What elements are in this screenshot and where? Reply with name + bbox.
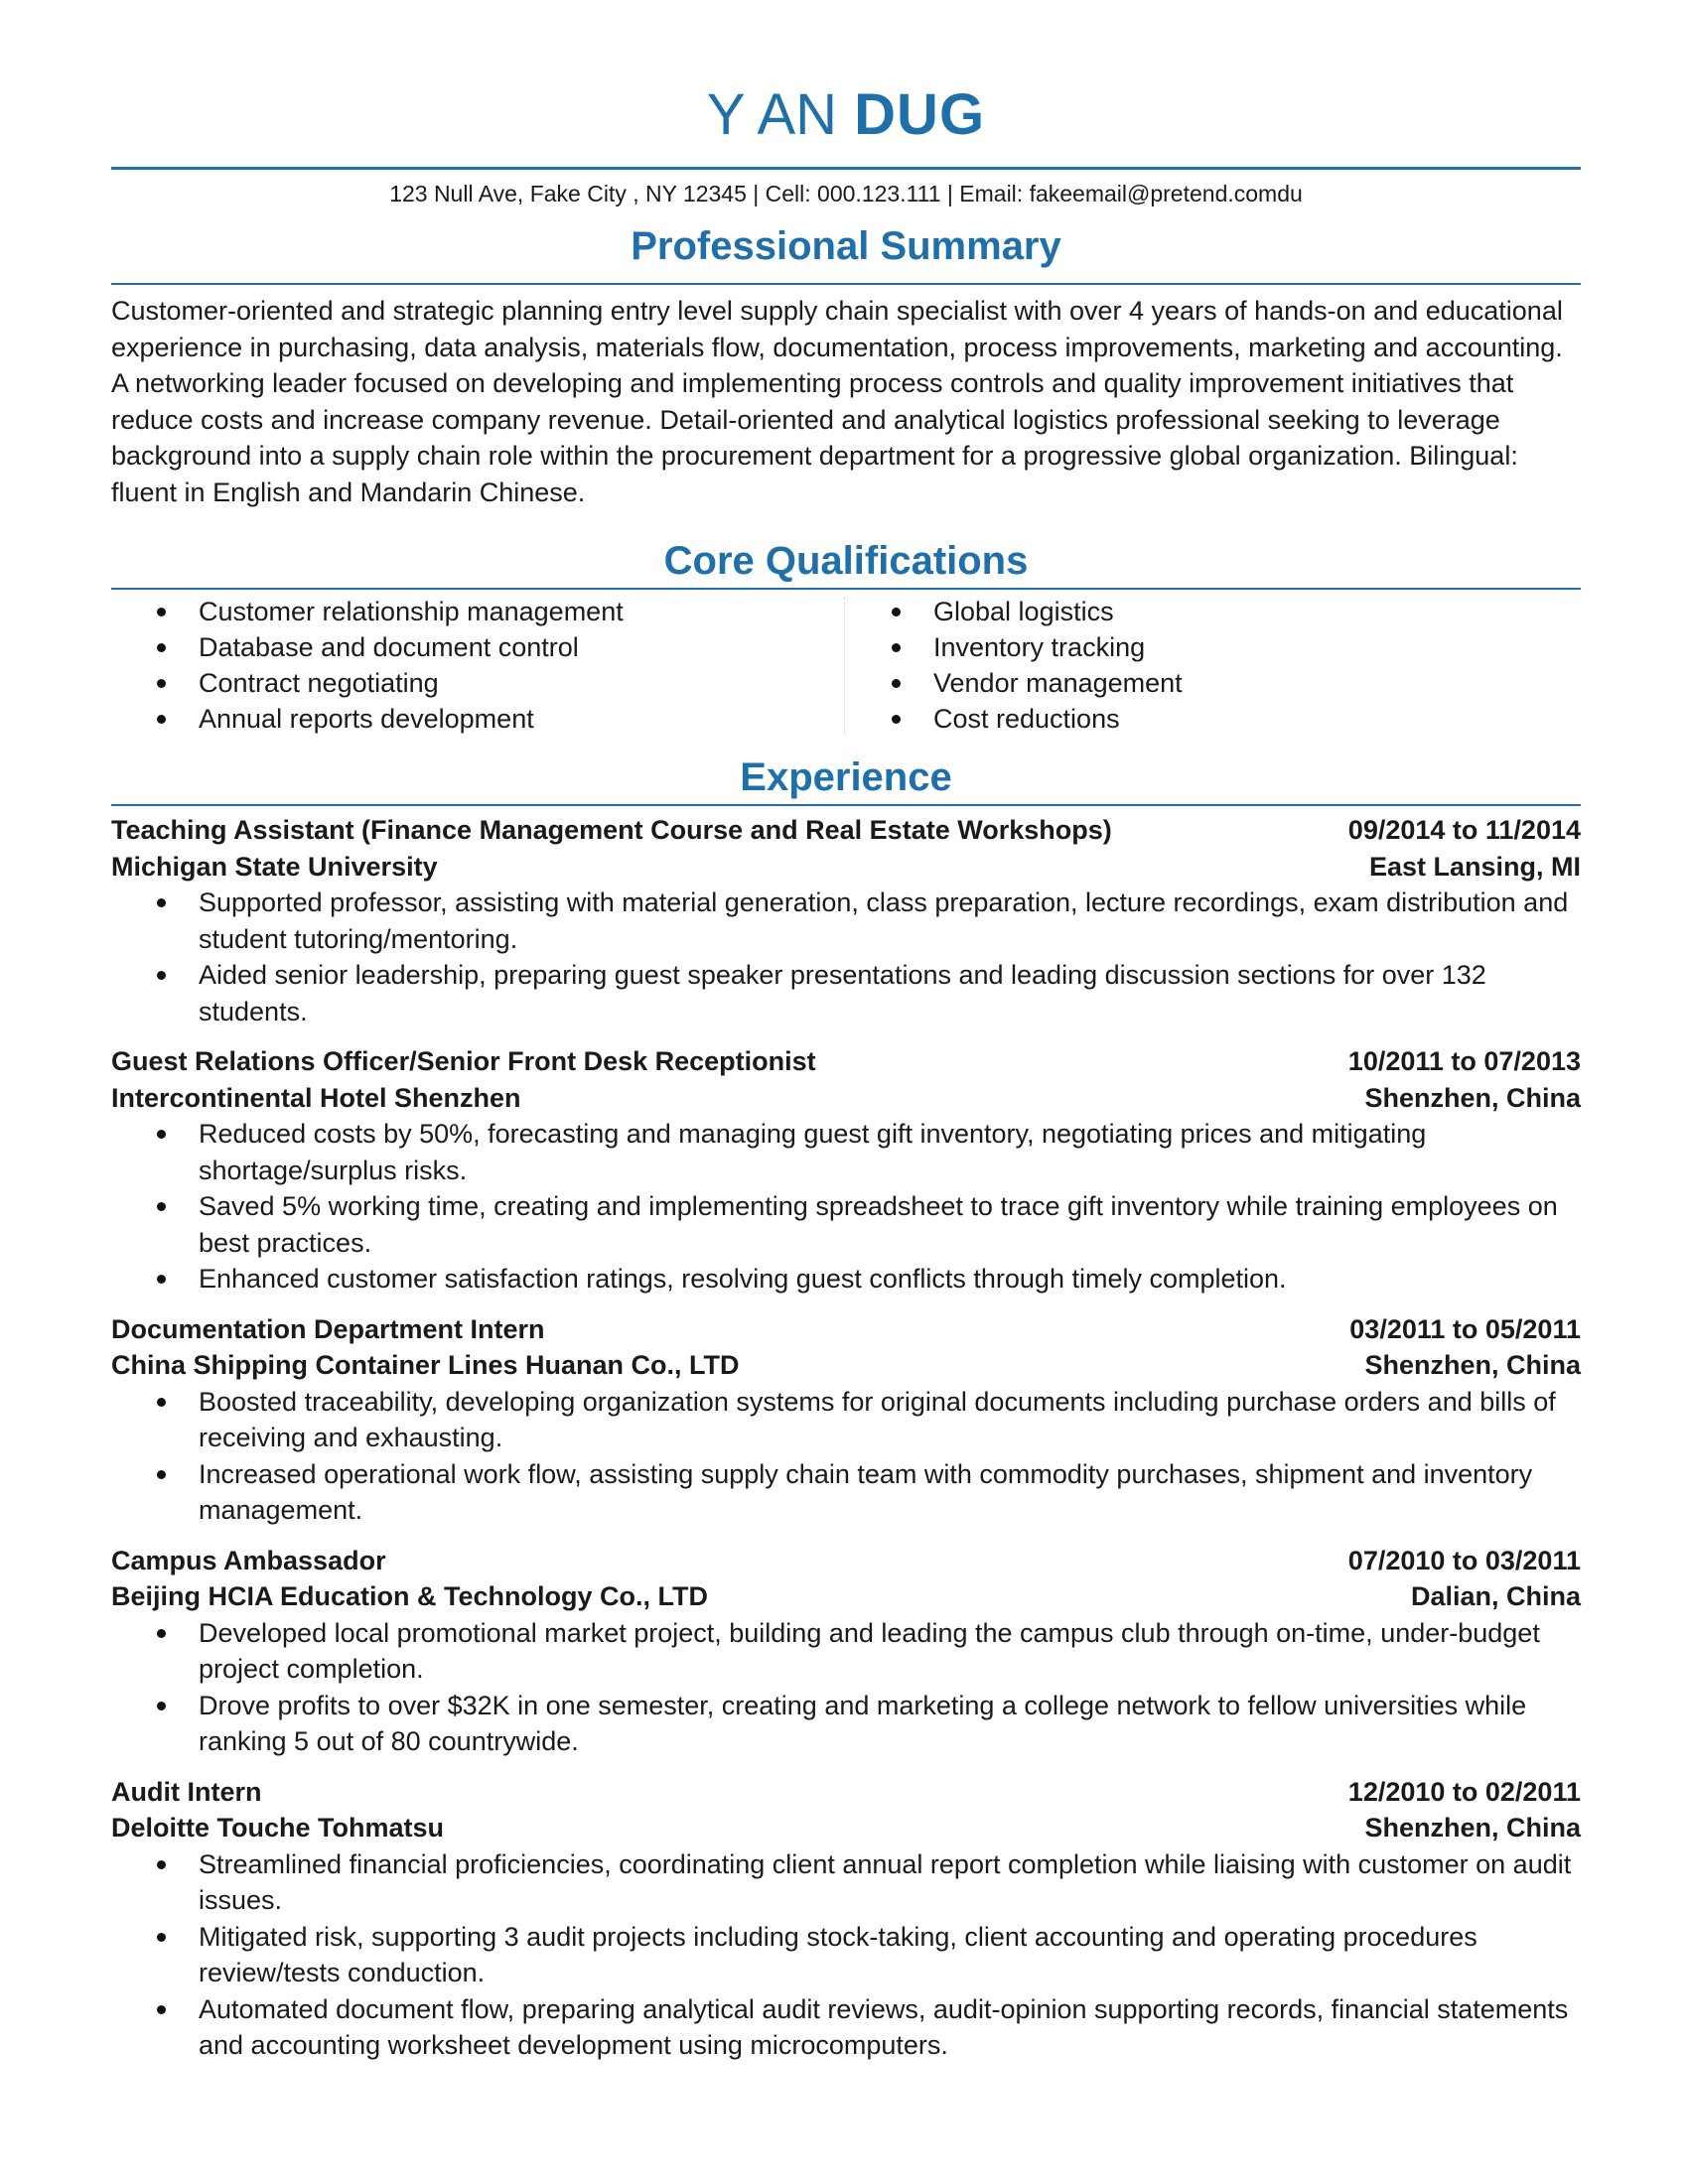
job-company-row <box>111 1080 1581 1117</box>
summary-text: Customer-oriented and strategic planning entry level supply chain specialist with over 4 years of hands-on and educational experience in purchasing, data analysis, materials flow, documentation, process improvements, marketing and accounting. A networking leader focused on developing and implementing process controls and quality improvement initiatives that reduce costs and increase company revenue. Detail-oriented and analytical logistics professional seeking to leverage background into a supply chain role within the procurement department for a progressive global organization. Bilingual: fluent in English and Mandarin Chinese. <box>111 296 1563 507</box>
list-item: Drove profits to over $32K in one semester, creating and marketing a college network to fellow universities while ranking 5 out of 80 countrywide. <box>111 1688 1581 1760</box>
job-location: Shenzhen, China <box>1364 1350 1581 1380</box>
list-item: Automated document flow, preparing analytical audit reviews, audit-opinion supporting records, financial statements and accounting worksheet development using microcomputers. <box>111 1991 1581 2064</box>
qualifications-list <box>111 594 1581 743</box>
job-bullets <box>111 1846 1581 2064</box>
job-location: Shenzhen, China <box>1364 1082 1581 1113</box>
job-company: Deloitte Touche Tohmatsu <box>111 1813 445 1843</box>
job-title: Teaching Assistant (Finance Management Course and Real Estate Workshops) <box>111 815 1112 845</box>
job-title-row <box>111 1774 1581 1811</box>
last-name: DUG <box>854 82 986 147</box>
job-dates: 09/2014 to 11/2014 <box>1347 815 1581 845</box>
job-bullets <box>111 885 1581 1029</box>
summary-heading: Professional Summary <box>631 224 1061 268</box>
job-location: Shenzhen, China <box>1364 1813 1581 1843</box>
experience-divider <box>111 804 1581 806</box>
job-company-row <box>111 1810 1581 1846</box>
job-dates: 07/2010 to 03/2011 <box>1347 1545 1581 1575</box>
job-title-row <box>111 1311 1581 1348</box>
job-title-row <box>111 1043 1581 1080</box>
summary-divider <box>111 283 1581 285</box>
job-title: Documentation Department Intern <box>111 1313 545 1344</box>
list-item: Mitigated risk, supporting 3 audit projects including stock-taking, client accounting and operating procedures review/tests conduction. <box>111 1919 1581 1991</box>
list-item: Increased operational work flow, assisting supply chain team with commodity purchases, shipment and inventory management. <box>111 1456 1581 1529</box>
job-entry <box>111 1543 1581 1760</box>
job-title-row <box>111 1543 1581 1579</box>
list-item: Customer relationship management <box>111 594 836 629</box>
job-location: East Lansing, MI <box>1368 851 1581 882</box>
job-bullets <box>111 1615 1581 1760</box>
list-item: Database and document control <box>111 629 836 665</box>
job-entry <box>111 1043 1581 1297</box>
job-company: Beijing HCIA Education & Technology Co., LTD <box>111 1581 708 1611</box>
job-bullets <box>111 1384 1581 1529</box>
list-item: Saved 5% working time, creating and implementing spreadsheet to trace gift inventory while training employees on best practices. <box>111 1188 1581 1261</box>
job-entry <box>111 1774 1581 2064</box>
job-entry <box>111 812 1581 1029</box>
qualifications-left-column <box>111 594 836 737</box>
first-name: Y AN <box>706 82 838 147</box>
job-company-row <box>111 1347 1581 1384</box>
qualifications-right-column <box>846 594 1571 737</box>
job-company-row <box>111 849 1581 886</box>
job-title-row <box>111 812 1581 849</box>
job-company: Michigan State University <box>111 851 438 882</box>
list-item: Aided senior leadership, preparing guest speaker presentations and leading discussion sections for over 132 students. <box>111 957 1581 1029</box>
job-company: China Shipping Container Lines Huanan Co., LTD <box>111 1350 740 1380</box>
contact-line: 123 Null Ave, Fake City , NY 12345 | Cell: 000.123.111 | Email: fakeemail@pretend.comdu <box>389 181 1303 206</box>
qualifications-divider <box>111 588 1581 590</box>
job-title: Audit Intern <box>111 1776 262 1807</box>
job-bullets <box>111 1116 1581 1297</box>
job-dates: 03/2011 to 05/2011 <box>1349 1313 1581 1344</box>
list-item: Global logistics <box>846 594 1571 629</box>
list-item: Developed local promotional market project, building and leading the campus club through on-time, under-budget project completion. <box>111 1615 1581 1688</box>
list-item: Supported professor, assisting with material generation, class preparation, lecture recordings, exam distribution and student tutoring/mentoring. <box>111 885 1581 957</box>
list-item: Streamlined financial proficiencies, coordinating client annual report completion while liaising with customer on audit issues. <box>111 1846 1581 1919</box>
list-item: Reduced costs by 50%, forecasting and managing guest gift inventory, negotiating prices and mitigating shortage/surplus risks. <box>111 1116 1581 1188</box>
list-item: Cost reductions <box>846 701 1571 737</box>
list-item: Vendor management <box>846 665 1571 701</box>
job-location: Dalian, China <box>1410 1581 1581 1611</box>
list-item: Enhanced customer satisfaction ratings, resolving guest conflicts through timely completion. <box>111 1261 1581 1297</box>
list-item: Boosted traceability, developing organization systems for original documents including purchase orders and bills of receiving and exhausting. <box>111 1384 1581 1456</box>
list-item: Inventory tracking <box>846 629 1571 665</box>
list-item: Contract negotiating <box>111 665 836 701</box>
column-divider <box>844 598 845 735</box>
job-dates: 12/2010 to 02/2011 <box>1347 1776 1581 1807</box>
list-item: Annual reports development <box>111 701 836 737</box>
job-title: Campus Ambassador <box>111 1545 386 1575</box>
header-divider <box>111 167 1581 170</box>
job-entry <box>111 1311 1581 1529</box>
candidate-name <box>111 81 1581 149</box>
resume-content <box>111 69 1581 2064</box>
job-dates: 10/2011 to 07/2013 <box>1347 1046 1581 1076</box>
job-company-row <box>111 1578 1581 1615</box>
qualifications-heading: Core Qualifications <box>663 539 1029 583</box>
job-company: Intercontinental Hotel Shenzhen <box>111 1082 521 1113</box>
experience-heading: Experience <box>740 755 952 799</box>
job-title: Guest Relations Officer/Senior Front Desk Receptionist <box>111 1046 816 1076</box>
